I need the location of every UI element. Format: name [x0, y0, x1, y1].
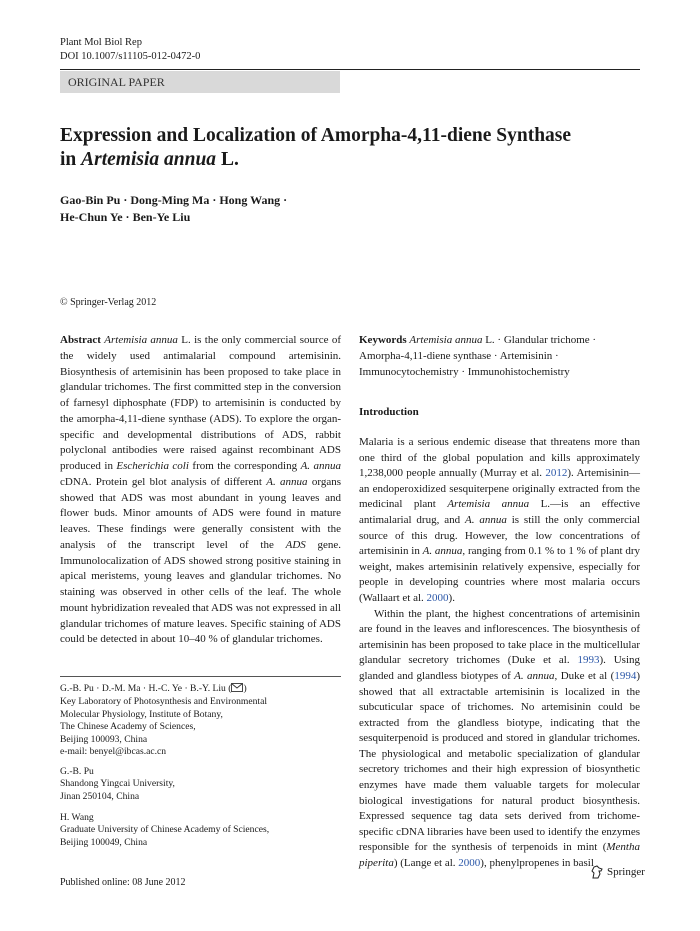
affiliation-line: The Chinese Academy of Sciences,: [60, 721, 196, 733]
affiliation-line: G.-B. Pu: [60, 766, 94, 777]
author-list: [60, 192, 460, 226]
affiliation-names: [60, 683, 341, 696]
citation-link[interactable]: 1994: [614, 669, 637, 682]
intro-text: A. annua: [464, 513, 507, 526]
title-line-1: Expression and Localization of Amorpha-4,11-diene Synthase: [60, 125, 572, 146]
affiliation-line: Molecular Physiology, Institute of Botany,: [60, 708, 223, 720]
doi: DOI 10.1007/s11105-012-0472-0: [60, 51, 201, 62]
title-line-2: [60, 148, 640, 172]
intro-text: Within the plant, the highest concentrations of artemisinin are found in the leaves and inflorescences. The biosynthesis of artemisinin has been proposed to take place in the multicellular glandular secretory trichomes (Duke et al.: [359, 607, 640, 667]
abstract-text: gene. Immunolocalization of ADS showed strong positive staining in apical meristems, young leaves and glandular trichomes. No staining was observed in other cells of the leaf. The whole mount hybridization revealed that ADS was not expressed in all glandular trichomes of mature leaves. Specific staining of ADS could be detected in about 10–40 % of glandular trichomes.: [60, 538, 341, 646]
journal-header: [60, 36, 200, 64]
intro-paragraph-2: [359, 607, 640, 872]
keyword-species: Artemisia annua: [409, 334, 483, 346]
intro-text: Mentha piperita: [359, 841, 640, 870]
intro-text: Malaria is a serious endemic disease that threatens more than one third of the global population and kills approximately 1,238,000 people annually (Murray et al.: [359, 436, 640, 480]
introduction-body: [359, 435, 640, 872]
abstract-text: A. annua: [266, 475, 308, 488]
authors-line-2: He-Chun Ye · Ben-Ye Liu: [60, 210, 191, 224]
intro-text: Artemisia annua: [447, 498, 530, 511]
abstract-text: cDNA. Protein gel blot analysis of different: [60, 475, 267, 488]
citation-link[interactable]: 1993: [577, 654, 600, 667]
abstract-text: Artemisia annua: [104, 334, 178, 346]
abstract-text: L. is the only commercial source of the widely used antimalarial compound artemisinin. Biosynthesis of artemisinin has been proposed to take place in glandular trichomes. The first committed step in the conversion of farnesyl diphosphate (FDP) to artemisinin is conducted by the amorpha-4,11-diene synthase (ADS). To explore the organ-specific and developmental distributions of ADS, rabbit polyclonal antibodies were raised against recombinant ADS produced in: [60, 334, 342, 472]
affiliation-line: H. Wang: [60, 812, 94, 823]
citation-link[interactable]: 2000: [426, 591, 449, 604]
affiliation-line: Shandong Yingcai University,: [60, 778, 175, 790]
intro-text: , ranging from 0.1 % to 1 % of plant dry weight, makes artemisinin relatively expensive, especially for people in developing countries where most malaria occurs (Wallaart et al.: [359, 545, 641, 604]
keywords-list: L. · Glandular trichome · Amorpha-4,11-diene synthase · Artemisinin · Immunocytochemistry · Immunohistochemistry: [359, 334, 597, 378]
paper-title: [60, 124, 640, 172]
intro-text: ), phenylpropenes in basil: [480, 857, 594, 870]
intro-paragraph-1: [359, 435, 640, 607]
affiliation-2: [60, 766, 341, 803]
abstract-label: Abstract: [60, 334, 101, 346]
citation-link[interactable]: 2000: [458, 857, 481, 870]
journal-name: Plant Mol Biol Rep: [60, 37, 142, 48]
affiliation-line: Key Laboratory of Photosynthesis and Environmental: [60, 696, 268, 708]
intro-text: is still the only commercial source of this drug. However, the low concentrations of artemisinin in: [359, 513, 640, 558]
abstract-text: A. annua: [300, 460, 341, 472]
envelope-icon[interactable]: [231, 683, 243, 696]
publisher-name: Springer: [607, 866, 645, 878]
springer-horse-icon: [590, 865, 604, 879]
article-category: ORIGINAL PAPER: [60, 71, 340, 93]
affiliation-line: Graduate University of Chinese Academy of Sciences,: [60, 824, 270, 836]
title-prefix: in: [60, 149, 82, 170]
intro-text: , Duke et al (: [554, 669, 615, 682]
keywords-label: Keywords: [359, 334, 407, 346]
abstract-text: organs showed that ADS was most abundant in young leaves and flower buds. Minor amounts of ADS were found in mature leaves. These findings were generally consistent with the analysis of the transcript level of the: [60, 475, 341, 551]
publisher-logo: [590, 865, 645, 879]
citation-link[interactable]: 2012: [545, 467, 568, 480]
copyright: © Springer-Verlag 2012: [60, 297, 157, 308]
intro-text: A. annua: [514, 669, 555, 682]
affiliation-email[interactable]: e-mail: benyel@ibcas.ac.cn: [60, 746, 167, 758]
affiliation-line: Jinan 250104, China: [60, 790, 140, 802]
header-rule: [60, 69, 640, 70]
affiliation-rule: [60, 676, 341, 677]
keywords: [359, 333, 640, 380]
intro-text: ). Using glanded and glandless biotypes of: [359, 654, 640, 682]
affiliation-1: [60, 683, 341, 758]
intro-text: L.—is an effective antimalarial drug, and: [359, 498, 640, 526]
abstract: [60, 333, 341, 648]
affiliation-3: [60, 812, 341, 849]
affiliation-line: Beijing 100049, China: [60, 836, 148, 848]
authors-line-1: Gao-Bin Pu · Dong-Ming Ma · Hong Wang ·: [60, 193, 288, 207]
abstract-text: Escherichia coli: [116, 460, 189, 472]
abstract-text: from the corresponding: [188, 460, 301, 472]
intro-text: ). Artemisinin—an endoperoxidized sesquiterpene originally extracted from the medicinal plant: [359, 467, 640, 511]
intro-text: ) showed that all extractable artemisinin is localized in the subcuticular space of trichomes. No artemisinin could be extracted from the glandless biotype, indicating that the sesquiterpenoid is produced and stored in glandular trichomes. The physiological and metabolic specialization of glandular secretory trichomes and their high expression of biosynthetic enzymes have made them valuable targets for molecular biological investigations for natural product biosynthesis. Expressed sequence tag data sets derived from trichome-specific cDNA libraries have been used to identify the enzymes responsible for the synthesis of terpenoids in mint (: [359, 669, 640, 854]
abstract-text: ADS: [285, 538, 306, 551]
affiliation-close: ): [243, 683, 247, 694]
intro-text: ).: [448, 591, 455, 604]
intro-text: A. annua: [422, 545, 463, 558]
affiliation-authors: G.-B. Pu · D.-M. Ma · H.-C. Ye · B.-Y. Liu (: [60, 683, 232, 694]
title-species: Artemisia annua: [81, 149, 217, 170]
affiliation-line: Beijing 100093, China: [60, 733, 148, 745]
title-suffix: L.: [216, 149, 239, 170]
section-heading-introduction: Introduction: [359, 406, 419, 418]
intro-text: ) (Lange et al.: [393, 857, 459, 870]
published-date: Published online: 08 June 2012: [60, 877, 186, 888]
